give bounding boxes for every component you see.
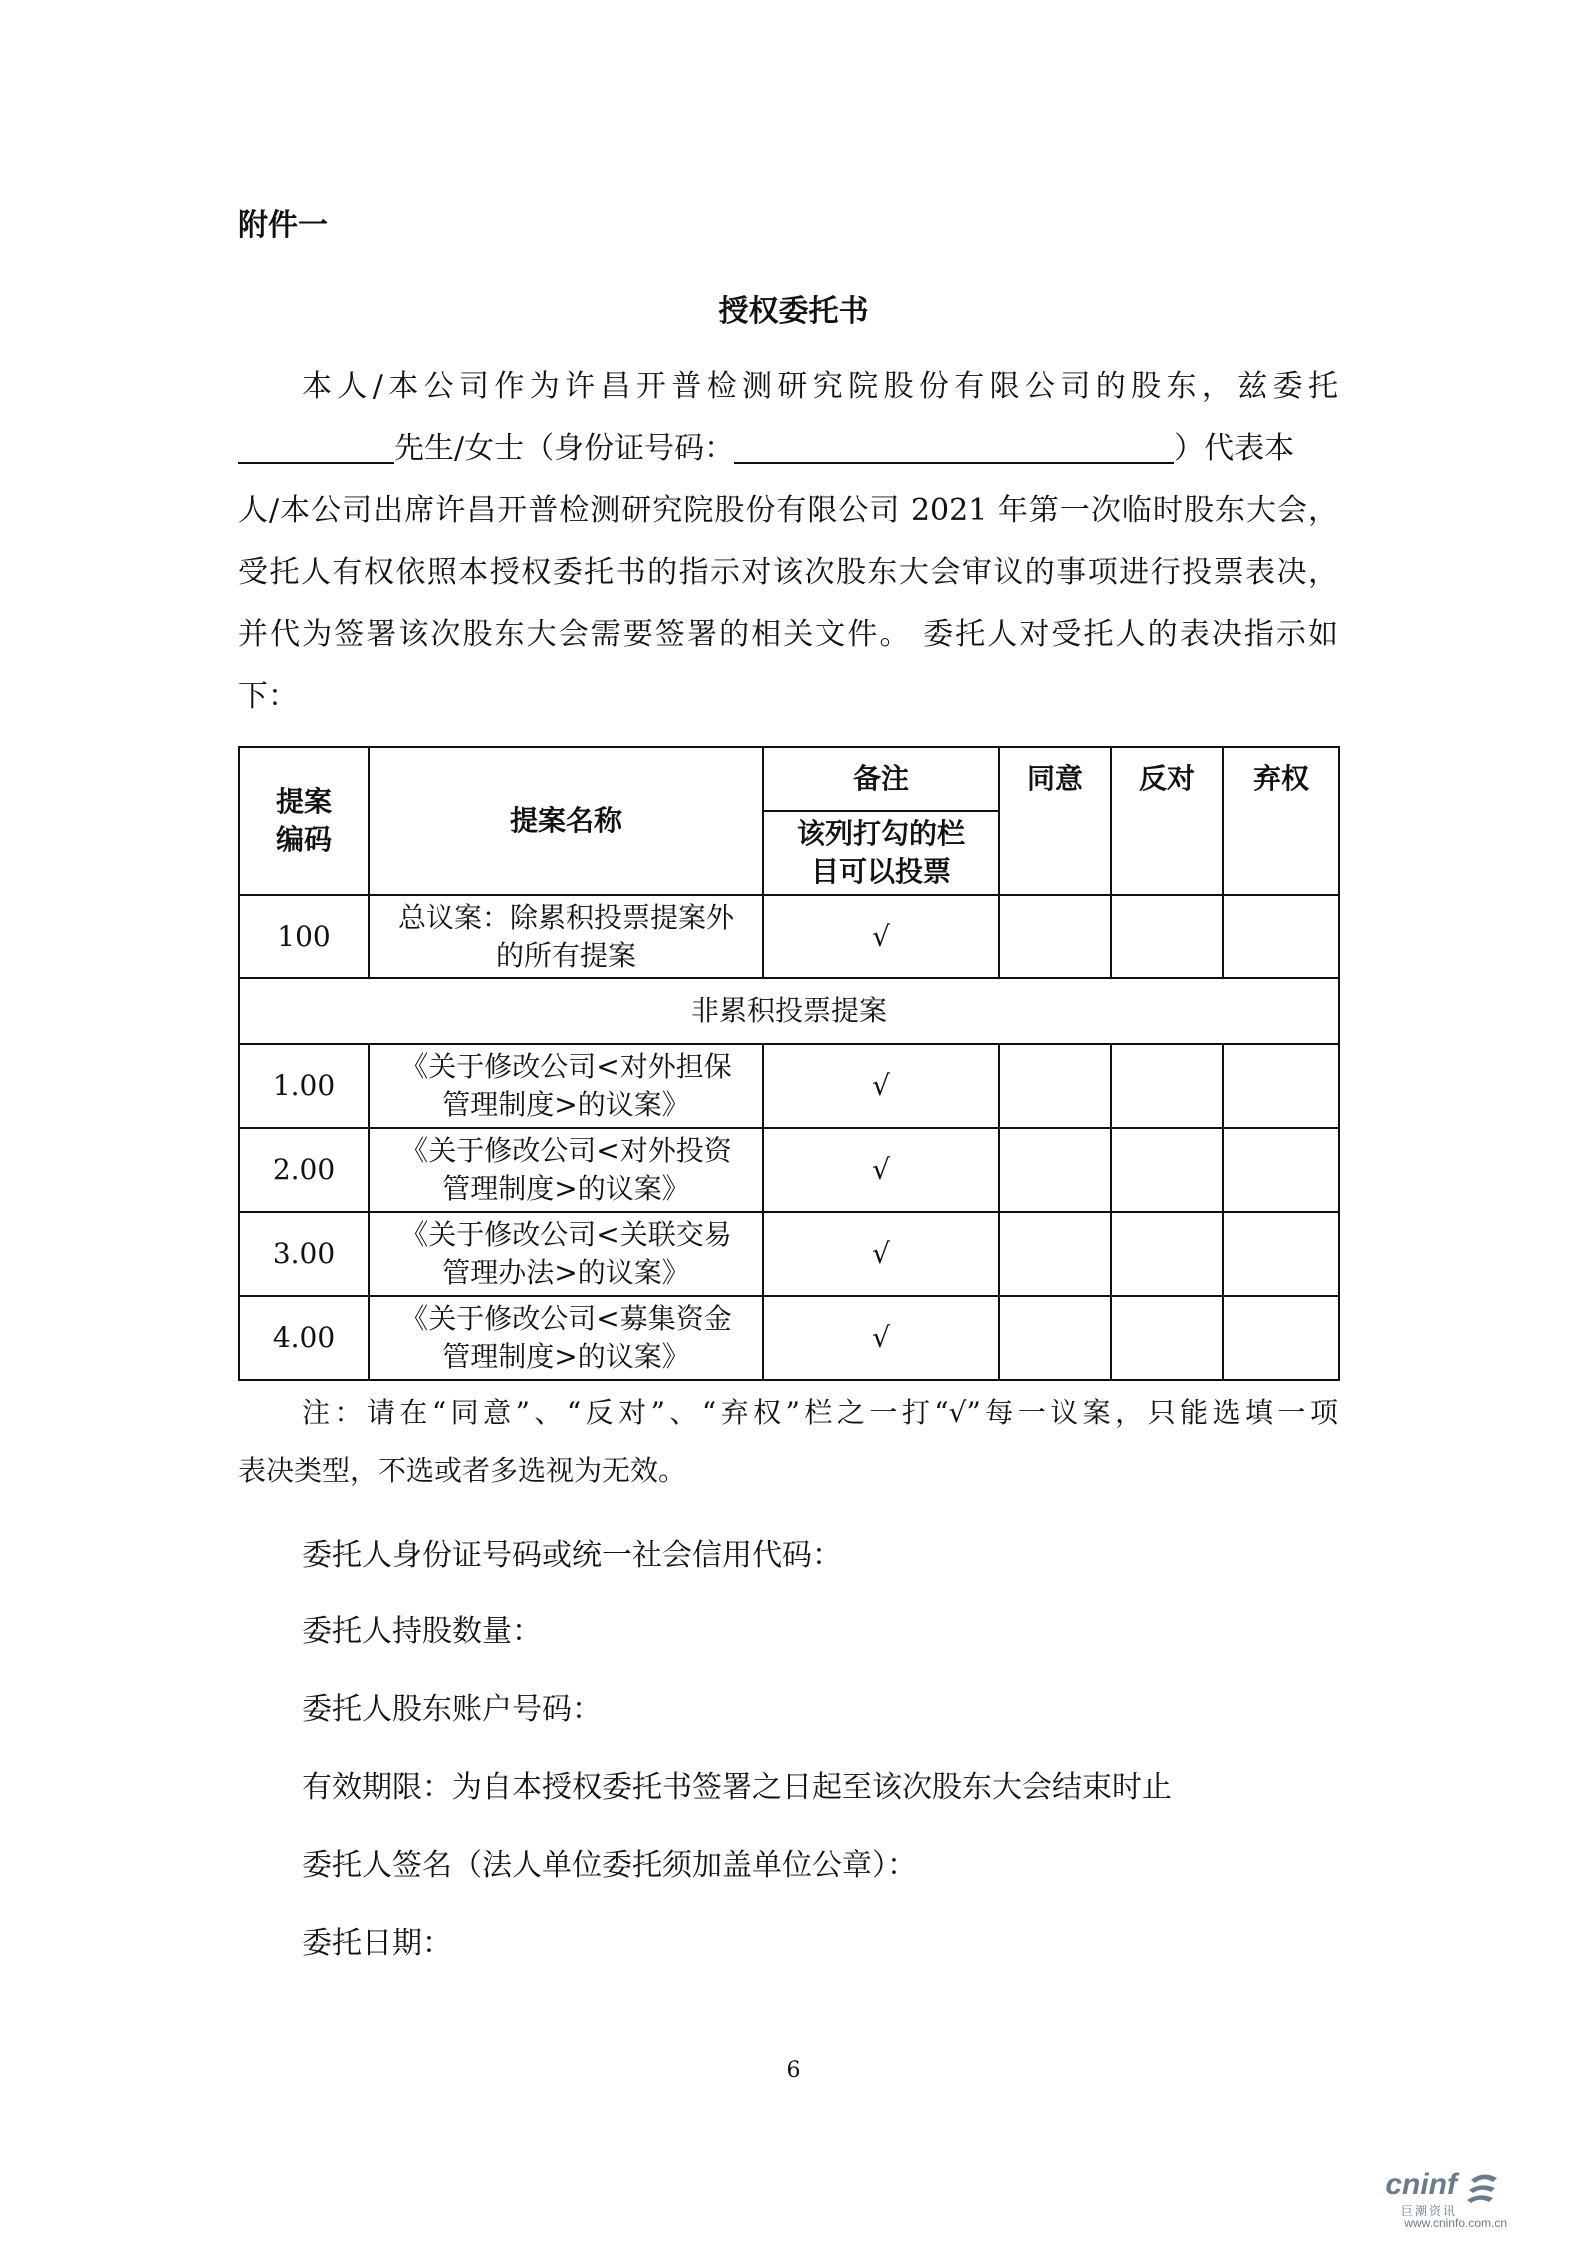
field-date: 委托日期：: [302, 1926, 452, 1961]
intro-line-4: 受托人有权依照本授权委托书的指示对该次股东大会审议的事项进行投票表决，: [238, 555, 1338, 590]
header-proposal-name: 提案名称: [369, 747, 763, 895]
page-number: 6: [786, 2058, 801, 2083]
intro-line-2: 先生/女士（身份证号码： ）代表本: [238, 434, 1294, 464]
abstain-cell[interactable]: [1223, 1128, 1339, 1212]
agree-cell[interactable]: [999, 1212, 1111, 1296]
abstain-cell[interactable]: [1223, 1212, 1339, 1296]
field-signature: 委托人签名（法人单位委托须加盖单位公章）：: [302, 1848, 917, 1883]
watermark-brand-cn: 巨潮资讯: [1400, 2204, 1457, 2218]
agree-cell[interactable]: [999, 1128, 1111, 1212]
table-row: [239, 1296, 1339, 1380]
header-agree: 同意: [999, 747, 1111, 895]
checkmark: √: [763, 1212, 999, 1296]
header-proposal-code: 提案 编码: [239, 747, 369, 895]
intro-line-5: 并代为签署该次股东大会需要签署的相关文件。 委托人对受托人的表决指示如: [238, 617, 1338, 652]
header-abstain: 弃权: [1223, 747, 1339, 895]
proposal-name: 《关于修改公司<募集资金 管理制度>的议案》: [369, 1296, 763, 1380]
proposal-name: 《关于修改公司<对外担保 管理制度>的议案》: [369, 1044, 763, 1128]
agree-cell[interactable]: [999, 895, 1111, 978]
abstain-cell[interactable]: [1223, 895, 1339, 978]
header-against: 反对: [1111, 747, 1223, 895]
proposal-code: 3.00: [239, 1212, 369, 1296]
table-row: [239, 1044, 1339, 1128]
proposal-code: 2.00: [239, 1128, 369, 1212]
proposal-code: 4.00: [239, 1296, 369, 1380]
intro-line-1: 本人/本公司作为许昌开普检测研究院股份有限公司的股东，兹委托: [302, 369, 1338, 404]
proposal-name: 《关于修改公司<对外投资 管理制度>的议案》: [369, 1128, 763, 1212]
checkmark: √: [763, 1044, 999, 1128]
abstain-cell[interactable]: [1223, 1044, 1339, 1128]
checkmark: √: [763, 1296, 999, 1380]
table-row-total: [239, 895, 1339, 978]
table-note-line-1: 注：请在“同意”、“反对”、“弃权”栏之一打“√”每一议案，只能选填一项: [302, 1396, 1338, 1429]
voting-table: [238, 746, 1340, 1381]
watermark-url: www.cninfo.com.cn: [1404, 2216, 1507, 2230]
against-cell[interactable]: [1111, 895, 1223, 978]
against-cell[interactable]: [1111, 1212, 1223, 1296]
id-number-blank[interactable]: [734, 434, 1174, 464]
intro-line-3: 人/本公司出席许昌开普检测研究院股份有限公司 2021 年第一次临时股东大会，: [238, 493, 1338, 528]
checkmark: √: [763, 895, 999, 978]
proxy-name-blank[interactable]: [238, 434, 394, 464]
watermark-brand: cninf: [1385, 2168, 1457, 2201]
proposal-code: 100: [239, 895, 369, 978]
intro-line-6: 下：: [238, 679, 298, 714]
agree-cell[interactable]: [999, 1044, 1111, 1128]
abstain-cell[interactable]: [1223, 1296, 1339, 1380]
table-note-line-2: 表决类型，不选或者多选视为无效。: [238, 1454, 687, 1487]
document-title: 授权委托书: [718, 294, 869, 329]
attachment-label: 附件一: [238, 208, 328, 243]
header-remark: 备注: [763, 747, 999, 811]
checkmark: √: [763, 1128, 999, 1212]
table-row: [239, 1212, 1339, 1296]
section-label: 非累积投票提案: [239, 978, 1339, 1044]
cninfo-logo-icon: [1463, 2170, 1503, 2206]
field-account: 委托人股东账户号码：: [302, 1692, 602, 1727]
against-cell[interactable]: [1111, 1128, 1223, 1212]
proposal-code: 1.00: [239, 1044, 369, 1128]
proposal-name: 总议案：除累积投票提案外 的所有提案: [369, 895, 763, 978]
table-row: [239, 1128, 1339, 1212]
field-validity: 有效期限：为自本授权委托书签署之日起至该次股东大会结束时止: [302, 1770, 1172, 1805]
agree-cell[interactable]: [999, 1296, 1111, 1380]
cninfo-watermark: [1357, 2168, 1507, 2228]
against-cell[interactable]: [1111, 1044, 1223, 1128]
proposal-name: 《关于修改公司<关联交易 管理办法>的议案》: [369, 1212, 763, 1296]
field-id-code: 委托人身份证号码或统一社会信用代码：: [302, 1538, 842, 1573]
field-shares: 委托人持股数量：: [302, 1614, 542, 1649]
header-remark-sub: 该列打勾的栏 目可以投票: [763, 811, 999, 895]
against-cell[interactable]: [1111, 1296, 1223, 1380]
